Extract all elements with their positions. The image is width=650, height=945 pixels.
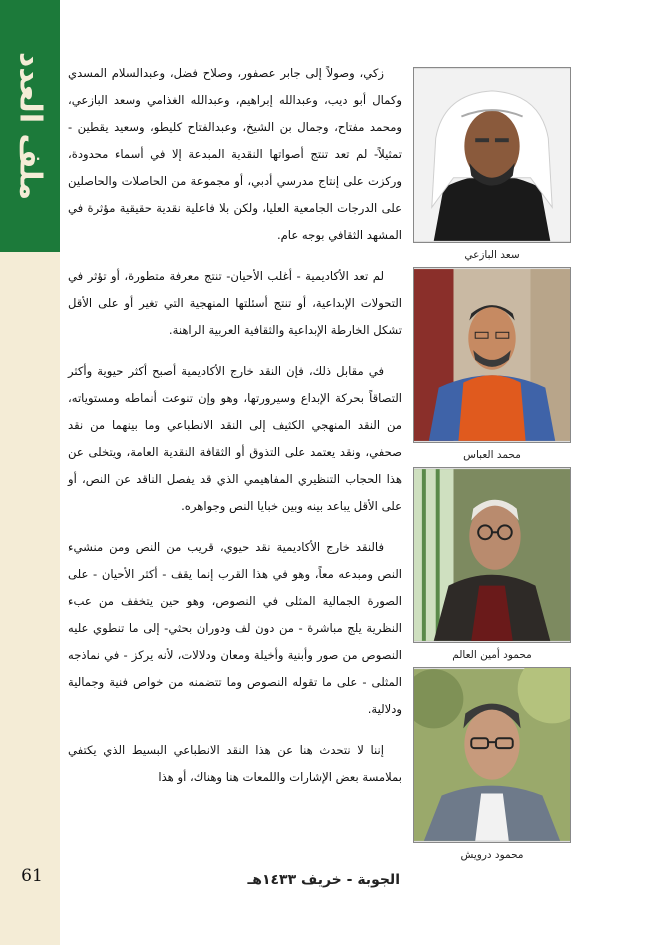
paragraph: لم تعد الأكاديمية - أغلب الأحيان- تنتج معرفة متطورة، أو تؤثر في التحولات الإبداعية، أو تنتج أسئلتها المنهجية التي تغير أو على الأقل تشكل الخارطة الإبداعية والثقافية العربية الراهنة. — [68, 269, 402, 337]
photo-column — [413, 67, 571, 867]
photo-caption: محمود أمين العالم — [452, 649, 532, 661]
photo-saad-albazei — [413, 67, 571, 243]
photo-mohammed-alabbas — [413, 267, 571, 443]
section-tab-label: ملف العدد — [12, 51, 48, 201]
portrait-mahmoud-darwish-icon — [414, 668, 570, 842]
photo-caption: محمود درويش — [460, 849, 524, 861]
page-number: 61 — [21, 866, 43, 886]
portrait-saad-albazei-icon — [414, 68, 570, 242]
paragraph: في مقابل ذلك، فإن النقد خارج الأكاديمية أصبح أكثر حيوية وأكثر التصاقاً بحركة الإبداع وسيرورتها، وهو وإن تنوعت أنماطه ومستوياته، من النقد المنهجي الكثيف إلى النقد الانطباعي وما بينهما من نقد صحفي، ونقد يعتمد على التذوق أو الثقافة النقدية العامة، ويتخلى عن هذا الحجاب التنظيري المفاهيمي الذي قد يفصل الناقد عن النص، أو على الأقل يباعد بينه وبين خبايا النص وجواهره. — [68, 364, 402, 513]
paragraph: فالنقد خارج الأكاديمية نقد حيوي، قريب من النص ومن منشيء النص ومبدعه معاً، وهو في هذا القرب إنما يقف - أكثر الأحيان - على الصورة الجمالية المثلى في النصوص، وهو حين يتخفف من عبء النظرية يلج مباشرة - من دون لف ودوران بحثي- إلى ما تنطوي عليه النصوص من صور وأبنية وأخيلة ومعان ودلالات، لأنه يركز - في نماذجه المثلى - على ما تقوله النصوص وما تتضمنه من خواص فنية وجمالية ودلالية. — [68, 540, 402, 716]
photo-mahmoud-darwish — [413, 667, 571, 843]
photo-mahmoud-amin-alalim — [413, 467, 571, 643]
photo-caption: سعد البازعي — [464, 249, 520, 261]
article-body — [68, 60, 402, 805]
footer-issue-label: الجوبة - خريف ١٤٣٣هـ — [247, 872, 400, 888]
paragraph: إننا لا نتحدث هنا عن هذا النقد الانطباعي البسيط الذي يكتفي بملامسة بعض الإشارات واللمعات هنا وهناك، أو هذا — [68, 743, 402, 784]
section-tab — [0, 0, 60, 252]
photo-caption: محمد العباس — [463, 449, 521, 461]
portrait-mohammed-alabbas-icon — [414, 268, 570, 442]
paragraph: زكي، وصولاً إلى جابر عصفور، وصلاح فضل، وعبدالسلام المسدي وكمال أبو ديب، وعبدالله إبراهيم، وعبدالله الغذامي وسعد البازعي، ومحمد مفتاح، وجمال بن الشيخ، وعبدالفتاح كليطو، وسعيد يقطين - تمثيلاً- لم تعد تنتج أصواتها النقدية المبدعة إلا في أسماء محدودة، وركزت على إنتاج مدرسي أدبي، أو مجموعة من الحاصلات والحاصلين على الدرجات الجامعية العليا، ولكن بلا فاعلية نقدية حقيقية مؤثرة في المشهد الثقافي بوجه عام. — [68, 66, 402, 242]
portrait-mahmoud-amin-alalim-icon — [414, 468, 570, 642]
